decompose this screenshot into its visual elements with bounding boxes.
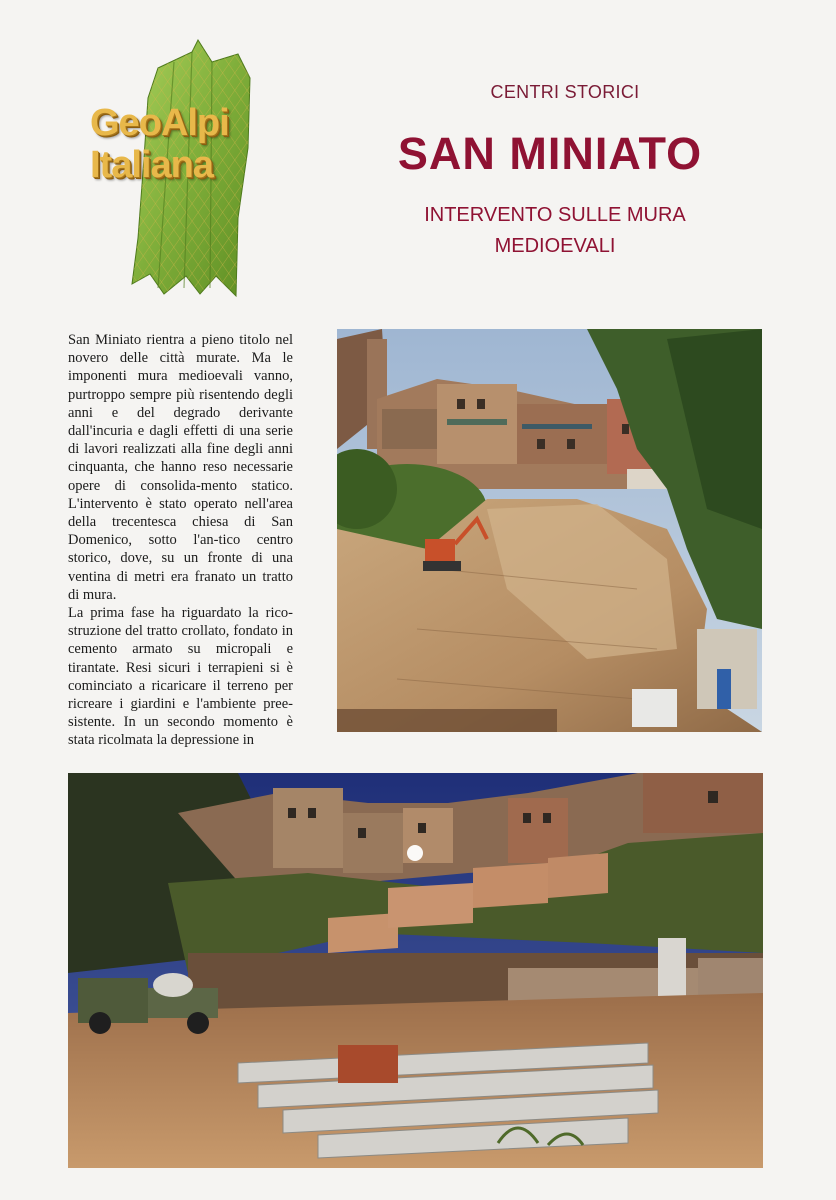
subtitle-line-2: MEDIOEVALI bbox=[494, 235, 616, 257]
article-title: SAN MINIATO bbox=[397, 128, 703, 179]
photo-reconstruction bbox=[68, 773, 763, 1168]
photo-landslide bbox=[337, 329, 762, 732]
subtitle-line-1: INTERVENTO SULLE MURA bbox=[424, 204, 686, 226]
paragraph-2: La prima fase ha riguardato la rico-struzione del tratto crollato, fondato in cemento armato su micropali e tirantate. Resi sicuri i terrapieni si è cominciato a ricaricare il terreno per ricreare i giardini e l'ambiente pree-sistente. In un secondo momento è stata ricolmata la depressione in bbox=[68, 605, 293, 749]
logo-line-1: GeoAlpi bbox=[90, 102, 229, 144]
section-label: CENTRI STORICI bbox=[490, 82, 640, 102]
geoalpi-logo bbox=[88, 38, 273, 300]
article-body bbox=[68, 331, 293, 750]
paragraph-1: San Miniato rientra a pieno titolo nel novero delle città murate. Ma le imponenti mura medioevali vanno, purtroppo sempre più risentendo degli anni e del degrado derivante dall'incuria e dagli effetti di una serie di lavori realizzati alla fine degli anni cinquanta, che hanno reso necessarie opere di consolida-mento statico. L'intervento è stato operato nell'area della trecentesca chiesa di San Domenico, sotto l'an-tico centro storico, dove, su un fronte di una ventina di metri era franato un tratto di mura. bbox=[68, 332, 293, 603]
logo-line-2: Italiana bbox=[90, 144, 213, 186]
article-subtitle bbox=[360, 200, 750, 262]
